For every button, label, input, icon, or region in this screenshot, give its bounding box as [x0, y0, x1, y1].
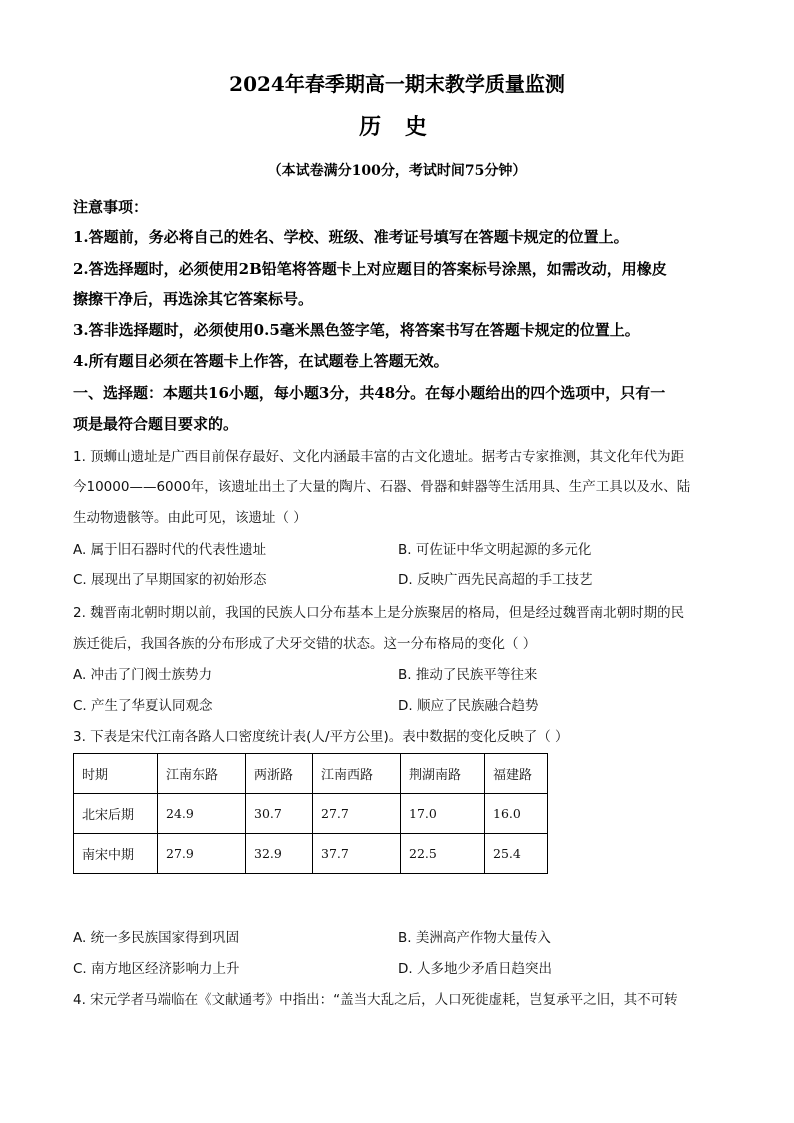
- subject-title: 历 史: [359, 114, 435, 140]
- question-3-option-d: D. 人多地少矛盾日趋突出: [398, 961, 552, 977]
- table-header-cell: 时期: [74, 754, 158, 794]
- question-3-text: 3. 下表是宋代江南各路人口密度统计表(人/平方公里)。表中数据的变化反映了（ ）: [73, 729, 569, 745]
- exam-note: （本试卷满分100分，考试时间75分钟）: [267, 163, 527, 179]
- table-cell: 27.7: [313, 794, 401, 834]
- table-row: [74, 834, 548, 874]
- question-2-text: 族迁徙后，我国各族的分布形成了犬牙交错的状态。这一分布格局的变化（ ）: [73, 636, 537, 652]
- notice-item: 擦擦干净后，再选涂其它答案标号。: [73, 290, 314, 308]
- question-1-option-c: C. 展现出了早期国家的初始形态: [73, 572, 267, 588]
- table-cell: 25.4: [485, 834, 548, 874]
- question-2-text: 2. 魏晋南北朝时期以前，我国的民族人口分布基本上是分族聚居的格局，但是经过魏晋南北朝时期的民: [73, 605, 685, 621]
- question-1-text: 1. 顶蛳山遗址是广西目前保存最好、文化内涵最丰富的古文化遗址。据考古专家推测，其文化年代为距: [73, 449, 685, 465]
- question-3-option-b: B. 美洲高产作物大量传入: [398, 930, 551, 946]
- table-cell: 17.0: [401, 794, 485, 834]
- table-cell: 16.0: [485, 794, 548, 834]
- table-header-cell: 江南西路: [313, 754, 401, 794]
- table-cell: 37.7: [313, 834, 401, 874]
- section-heading: 一、选择题：本题共16小题，每小题3分，共48分。在每小题给出的四个选项中，只有一: [73, 384, 666, 402]
- question-2-option-c: C. 产生了华夏认同观念: [73, 698, 213, 714]
- table-header-cell: 两浙路: [246, 754, 313, 794]
- table-cell: 北宋后期: [74, 794, 158, 834]
- table-header-cell: 江南东路: [158, 754, 246, 794]
- table-header-cell: 荆湖南路: [401, 754, 485, 794]
- question-1-option-b: B. 可佐证中华文明起源的多元化: [398, 542, 592, 558]
- table-header-row: [74, 754, 548, 794]
- question-3-option-c: C. 南方地区经济影响力上升: [73, 961, 240, 977]
- notice-item: 3.答非选择题时，必须使用0.5毫米黑色签字笔，将答案书写在答题卡规定的位置上。: [73, 321, 640, 339]
- question-2-option-b: B. 推动了民族平等往来: [398, 667, 538, 683]
- table-cell: 27.9: [158, 834, 246, 874]
- question-1-option-a: A. 属于旧石器时代的代表性遗址: [73, 542, 267, 558]
- exam-title: 2024年春季期高一期末教学质量监测: [229, 72, 565, 96]
- section-heading-cont: 项是最符合题目要求的。: [73, 415, 239, 433]
- question-3-option-a: A. 统一多民族国家得到巩固: [73, 930, 240, 946]
- question-2-option-d: D. 顺应了民族融合趋势: [398, 698, 539, 714]
- notice-item: 4.所有题目必须在答题卡上作答，在试题卷上答题无效。: [73, 352, 449, 370]
- table-row: [74, 794, 548, 834]
- question-1-text: 今10000——6000年，该遗址出土了大量的陶片、石器、骨器和蚌器等生活用具、生产工具以及水、陆: [73, 479, 691, 495]
- question-4-text: 4. 宋元学者马端临在《文献通考》中指出：“盖当大乱之后，人口死徙虚耗，岂复承平之旧，其不可转: [73, 992, 678, 1008]
- population-density-table: [73, 753, 548, 874]
- question-1-text: 生动物遗骸等。由此可见，该遗址（ ）: [73, 510, 307, 526]
- question-1-option-d: D. 反映广西先民高超的手工技艺: [398, 572, 593, 588]
- table-cell: 32.9: [246, 834, 313, 874]
- question-2-option-a: A. 冲击了门阀士族势力: [73, 667, 213, 683]
- notice-heading: 注意事项：: [73, 198, 149, 216]
- notice-item: 1.答题前，务必将自己的姓名、学校、班级、准考证号填写在答题卡规定的位置上。: [73, 228, 629, 246]
- notice-item: 2.答选择题时，必须使用2B铅笔将答题卡上对应题目的答案标号涂黑，如需改动，用橡皮: [73, 260, 667, 278]
- table-cell: 24.9: [158, 794, 246, 834]
- table-cell: 30.7: [246, 794, 313, 834]
- table-header-cell: 福建路: [485, 754, 548, 794]
- table-cell: 南宋中期: [74, 834, 158, 874]
- table-cell: 22.5: [401, 834, 485, 874]
